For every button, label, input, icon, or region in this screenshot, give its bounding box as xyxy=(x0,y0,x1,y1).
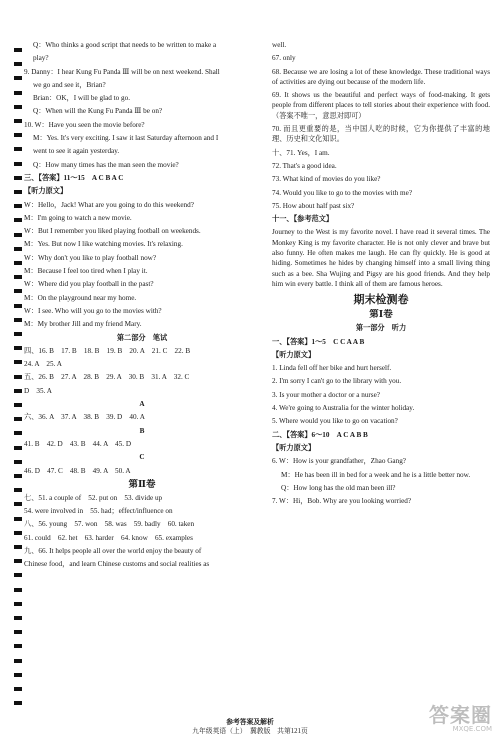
margin-mark xyxy=(14,332,22,336)
left-column xyxy=(24,40,260,573)
right-line: M：He has been ill in bed for a week and he is a little better now. xyxy=(281,470,471,479)
left-line: 41. B 42. D 43. B 44. A 45. D xyxy=(24,439,132,448)
margin-mark xyxy=(14,588,22,592)
left-line: A xyxy=(139,400,145,409)
left-line: M：Yes. But now I like watching movies. It's relaxing. xyxy=(24,240,183,249)
margin-mark xyxy=(14,630,22,634)
left-line: 六、36. A 37. A 38. B 39. D 40. A xyxy=(24,413,145,422)
watermark-main: 答案圈 xyxy=(429,703,492,727)
margin-mark xyxy=(14,389,22,393)
left-line: 八、56. young 57. won 58. was 59. badly 60. taken xyxy=(24,520,195,529)
margin-mark xyxy=(14,247,22,251)
margin-mark xyxy=(14,417,22,421)
margin-mark xyxy=(14,559,22,563)
margin-mark xyxy=(14,431,22,435)
right-line: 【听力原文】 xyxy=(272,350,316,359)
left-line: B xyxy=(139,426,145,435)
margin-mark xyxy=(14,176,22,180)
footer-title: 参考答案及解析 xyxy=(226,719,274,726)
left-line: went to see it again yesterday. xyxy=(33,147,120,156)
margin-mark xyxy=(14,275,22,279)
margin-mark xyxy=(14,531,22,535)
margin-mark xyxy=(14,133,22,137)
margin-mark xyxy=(14,602,22,606)
margin-mark xyxy=(14,289,22,293)
right-line: 3. Is your mother a doctor or a nurse? xyxy=(272,390,380,399)
margin-mark xyxy=(14,659,22,663)
left-line: Q：When will the Kung Fu Panda Ⅲ be on? xyxy=(33,107,163,116)
left-line: 九、66. It helps people all over the world enjoy the beauty of xyxy=(24,546,202,555)
footer-subtitle: 九年级英语（上） 冀教版 共第121页 xyxy=(192,728,308,735)
left-line: 【听力原文】 xyxy=(24,187,68,196)
margin-mark xyxy=(14,318,22,322)
left-line: 第Ⅱ卷 xyxy=(128,479,156,490)
left-line: D 35. A xyxy=(24,386,52,395)
right-column xyxy=(272,40,490,509)
left-line: 七、51. a couple of 52. put on 53. divide up xyxy=(24,493,163,502)
right-line: 68. Because we are losing a lot of these knowledge. These traditional ways of activities are dying out because of the modern life. xyxy=(272,67,490,86)
margin-mark xyxy=(14,91,22,95)
margin-mark xyxy=(14,162,22,166)
margin-mark xyxy=(14,233,22,237)
margin-mark xyxy=(14,474,22,478)
left-line: W：But I remember you liked playing football on weekends. xyxy=(24,227,201,236)
left-line: M：On the playground near my home. xyxy=(24,293,137,302)
page-footer xyxy=(0,718,500,736)
margin-mark xyxy=(14,701,22,705)
left-line: 24. A 25. A xyxy=(24,360,62,369)
right-line: Q：How long has the old man been ill? xyxy=(281,483,396,492)
margin-mark xyxy=(14,119,22,123)
margin-mark xyxy=(14,644,22,648)
right-line: 1. Linda fell off her bike and hurt herself. xyxy=(272,364,392,373)
margin-mark xyxy=(14,261,22,265)
left-line: 46. D 47. C 48. B 49. A 50. A xyxy=(24,466,131,475)
right-line: 72. That's a good idea. xyxy=(272,161,337,170)
right-line: 十一、【参考范文】 xyxy=(272,215,334,224)
margin-mark xyxy=(14,545,22,549)
left-line: 61. could 62. het 63. harder 64. know 65. examples xyxy=(24,533,193,542)
left-line: Chinese food，and learn Chinese customs and social realities as xyxy=(24,560,210,569)
margin-mark xyxy=(14,460,22,464)
margin-mark xyxy=(14,573,22,577)
left-line: W：Hello，Jack! What are you going to do this weekend? xyxy=(24,200,194,209)
left-line: M：Because I feel too tired when I play it. xyxy=(24,267,148,276)
margin-mark xyxy=(14,204,22,208)
margin-mark xyxy=(14,687,22,691)
margin-mark xyxy=(14,517,22,521)
left-line: we go and see it，Brian? xyxy=(33,80,106,89)
margin-mark xyxy=(14,502,22,506)
left-line: 三、【答案】11～15 A C B A C xyxy=(24,173,124,182)
margin-mark xyxy=(14,105,22,109)
left-line: M：I'm going to watch a new movie. xyxy=(24,213,132,222)
right-line: 7. W：Hi，Bob. Why are you looking worried? xyxy=(272,497,412,506)
left-line: Brian：OK，I will be glad to go. xyxy=(33,94,131,103)
margin-mark xyxy=(14,375,22,379)
right-line: 74. Would you like to go to the movies with me? xyxy=(272,188,413,197)
right-line: 二、【答案】6～10 A C A B B xyxy=(272,430,368,439)
right-line: 75. How about half past six? xyxy=(272,201,355,210)
right-line: 4. We're going to Australia for the winter holiday. xyxy=(272,404,415,413)
margin-mark xyxy=(14,403,22,407)
right-line: 5. Where would you like to go on vacation? xyxy=(272,417,398,426)
right-line: 69. It shows us the beautiful and perfect ways of food-making. It gets people from different places to tell stories about their experience with food.（答案不唯一，意思对即可） xyxy=(272,91,490,120)
right-line: 【听力原文】 xyxy=(272,443,316,452)
margin-mark xyxy=(14,446,22,450)
left-line: 第二部分 笔试 xyxy=(116,333,168,342)
right-line: well. xyxy=(272,41,287,49)
left-line: 10. W：Have you seen the movie before? xyxy=(24,120,145,129)
right-line: 67. only xyxy=(272,54,296,63)
right-line: 2. I'm sorry I can't go to the library with you. xyxy=(272,377,402,386)
margin-mark xyxy=(14,48,22,52)
left-line: play? xyxy=(33,54,49,63)
right-line: 十、71. Yes，I am. xyxy=(272,148,330,157)
right-line: 70. 而且更重要的是，当中国人吃的时候，它为你提供了丰富的地理、历史和文化知识。 xyxy=(272,125,490,144)
right-line: 第Ⅰ卷 xyxy=(369,310,393,321)
left-line: Q：Who thinks a good script that needs to be written to make a xyxy=(33,41,217,49)
left-line: M：Yes. It's very exciting. I saw it last Saturday afternoon and I xyxy=(33,134,219,143)
right-line: 73. What kind of movies do you like? xyxy=(272,175,381,184)
right-line: 第一部分 听力 xyxy=(355,324,407,333)
left-line: 54. were involved in 55. had；effect/influence on xyxy=(24,507,173,516)
margin-mark xyxy=(14,673,22,677)
left-line: W：Why don't you like to play football now? xyxy=(24,253,157,262)
left-line: W：I see. Who will you go to the movies with? xyxy=(24,306,162,315)
left-line: Q：How many times has the man seen the movie? xyxy=(33,160,179,169)
left-line: 四、16. B 17. B 18. B 19. B 20. A 21. C 22. B xyxy=(24,346,191,355)
left-line: 9. Danny：I hear Kung Fu Panda Ⅲ will be on next weekend. Shall xyxy=(24,67,220,76)
margin-mark xyxy=(14,147,22,151)
margin-mark xyxy=(14,360,22,364)
watermark xyxy=(429,705,492,734)
margin-mark xyxy=(14,190,22,194)
left-line: 五、26. B 27. A 28. B 29. A 30. B 31. A 32. C xyxy=(24,373,190,382)
margin-mark xyxy=(14,218,22,222)
margin-mark xyxy=(14,76,22,80)
right-line: 6. W：How is your grandfather，Zhao Gang? xyxy=(272,457,406,466)
margin-mark xyxy=(14,346,22,350)
right-line: 期末检测卷 xyxy=(353,294,409,307)
margin-mark xyxy=(14,616,22,620)
left-line: W：Where did you play football in the past? xyxy=(24,280,154,289)
right-line: Journey to the West is my favorite novel. I have read it several times. The Monkey King is my favorite character. He is not only clever and brave but also funny. He often makes me laugh. He can fly quickly. He is good at hiding. Sometimes he hides by changing himself into a small living thing such as a bee. Sha Wujing and Pigsy are his good friends. And they help him win every battle. I think all of them are famous heroes. xyxy=(272,228,490,288)
margin-mark xyxy=(14,488,22,492)
left-line: C xyxy=(139,453,145,462)
margin-mark xyxy=(14,304,22,308)
watermark-sub: MXQE.COM xyxy=(452,725,492,733)
right-line: 一、【答案】1～5 C C A A B xyxy=(272,337,365,346)
left-line: M：My brother Jill and my friend Mary. xyxy=(24,320,142,329)
margin-mark xyxy=(14,62,22,66)
